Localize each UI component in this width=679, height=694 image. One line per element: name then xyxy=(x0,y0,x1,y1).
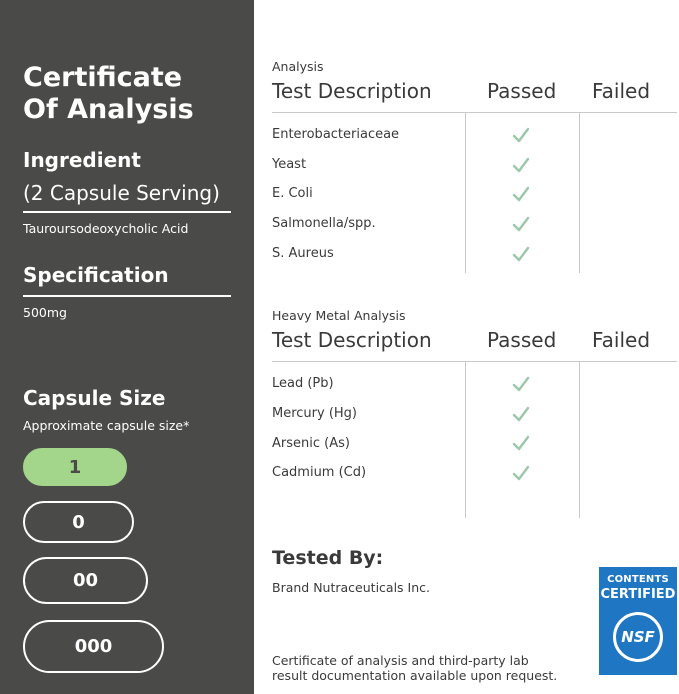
capsule-size-1 xyxy=(23,448,127,486)
heavy-metal-row-name: Arsenic (As) xyxy=(272,436,350,451)
right-panel xyxy=(254,0,679,694)
heavy-metal-row-name: Cadmium (Cd) xyxy=(272,465,367,480)
capsule-size-label: 000 xyxy=(74,636,113,657)
nsf-seal-icon xyxy=(613,612,663,662)
analysis-row-name: E. Coli xyxy=(272,186,313,201)
footnote-line-2: result documentation available upon request. xyxy=(272,668,558,683)
analysis-divider-2 xyxy=(579,113,580,273)
analysis-header-rule xyxy=(272,112,677,113)
serving-text: (2 Capsule Serving) xyxy=(23,181,220,205)
check-icon xyxy=(512,434,530,452)
check-icon xyxy=(512,405,530,423)
tested-by-heading: Tested By: xyxy=(272,547,384,569)
left-panel xyxy=(0,0,254,694)
analysis-row-name: Yeast xyxy=(272,157,307,172)
heavy-metal-row-name: Lead (Pb) xyxy=(272,376,334,391)
capsule-note: Approximate capsule size* xyxy=(23,418,190,433)
specification-rule xyxy=(23,295,231,297)
heavy-metal-section-label: Heavy Metal Analysis xyxy=(272,308,406,323)
badge-line-2: CERTIFIED xyxy=(600,587,676,602)
analysis-row-name: Salmonella/spp. xyxy=(272,216,376,231)
check-icon xyxy=(512,245,530,263)
heavy-metal-col-passed: Passed xyxy=(487,328,557,352)
ingredient-heading: Ingredient xyxy=(23,148,141,172)
capsule-heading: Capsule Size xyxy=(23,386,166,410)
capsule-size-000 xyxy=(23,620,164,673)
footnote-line-1: Certificate of analysis and third-party lab xyxy=(272,653,529,668)
tested-by-lab: Brand Nutraceuticals Inc. xyxy=(272,580,430,595)
analysis-col-test: Test Description xyxy=(272,79,432,103)
analysis-row-name: Enterobacteriaceae xyxy=(272,127,400,142)
capsule-size-label: 1 xyxy=(68,456,82,478)
specification-heading: Specification xyxy=(23,263,169,287)
heavy-metal-header-rule xyxy=(272,361,677,362)
check-icon xyxy=(512,185,530,203)
specification-value: 500mg xyxy=(23,305,67,320)
nsf-certified-badge xyxy=(599,567,677,675)
check-icon xyxy=(512,215,530,233)
analysis-row-name: S. Aureus xyxy=(272,246,334,261)
heavy-metal-col-failed: Failed xyxy=(592,328,651,352)
heavy-metal-divider-1 xyxy=(465,362,466,518)
nsf-mark: NSF xyxy=(621,628,655,646)
analysis-col-failed: Failed xyxy=(592,79,651,103)
heavy-metal-row-name: Mercury (Hg) xyxy=(272,406,358,421)
ingredient-rule xyxy=(23,211,231,213)
capsule-size-label: 0 xyxy=(72,511,85,533)
capsule-size-0 xyxy=(23,501,134,543)
analysis-section-label: Analysis xyxy=(272,59,324,74)
analysis-col-passed: Passed xyxy=(487,79,557,103)
check-icon xyxy=(512,156,530,174)
badge-line-1: CONTENTS xyxy=(607,574,669,585)
title-line-2: Of Analysis xyxy=(23,94,194,125)
check-icon xyxy=(512,126,530,144)
capsule-size-label: 00 xyxy=(72,570,99,591)
ingredient-name: Tauroursodeoxycholic Acid xyxy=(23,221,189,236)
check-icon xyxy=(512,375,530,393)
heavy-metal-divider-2 xyxy=(579,362,580,518)
capsule-size-00 xyxy=(23,557,148,604)
analysis-divider-1 xyxy=(465,113,466,273)
heavy-metal-col-test: Test Description xyxy=(272,328,432,352)
title-line-1: Certificate xyxy=(23,62,183,93)
check-icon xyxy=(512,464,530,482)
